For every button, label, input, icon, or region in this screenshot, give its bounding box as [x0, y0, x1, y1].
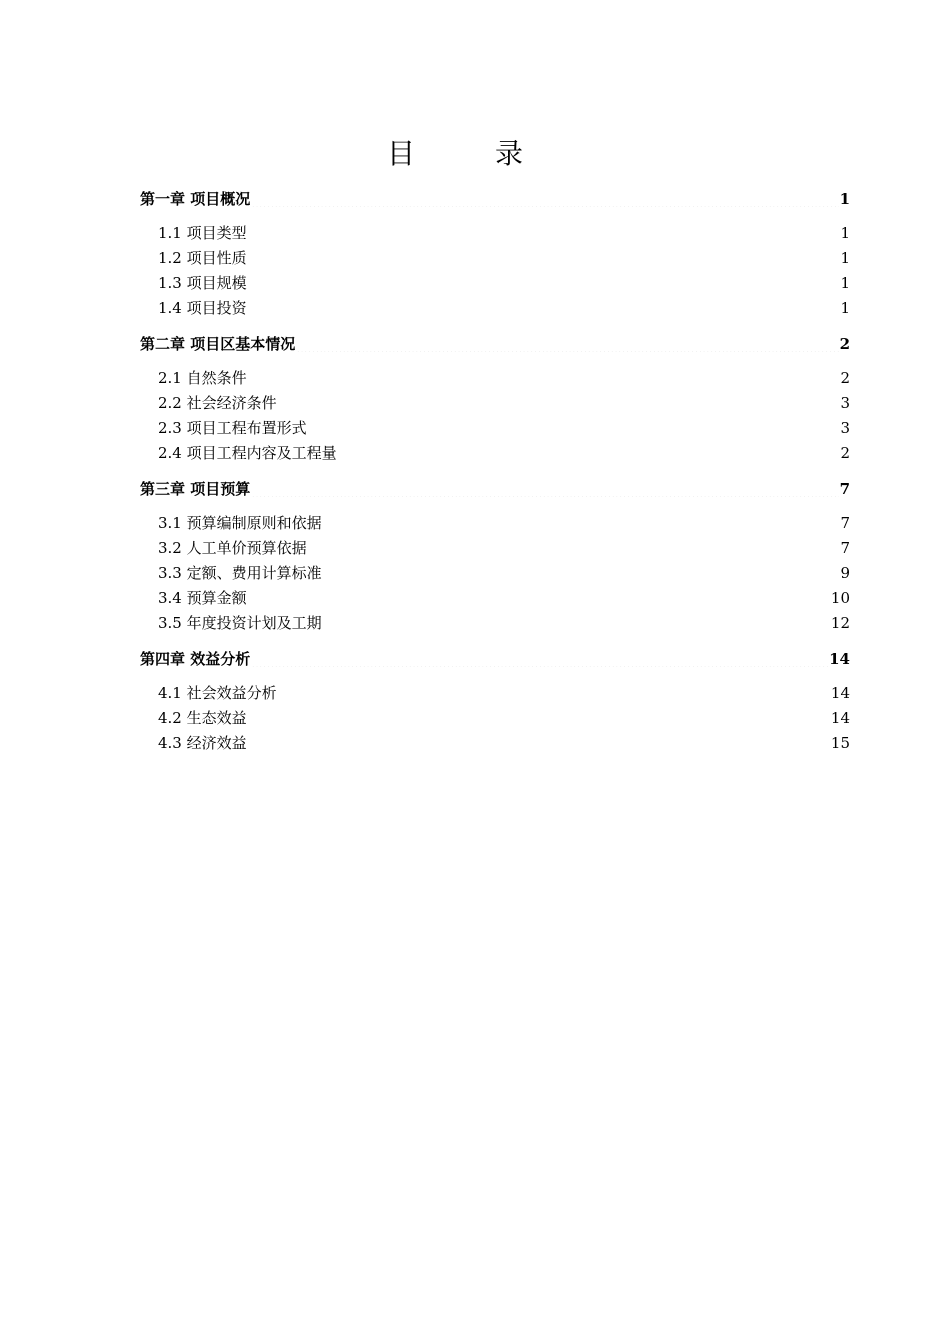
page-number: 2 [840, 444, 850, 462]
dot-leader [296, 337, 838, 352]
section-label: 2.3 项目工程布置形式 [158, 419, 307, 437]
table-of-contents [140, 186, 850, 756]
page-number: 14 [829, 650, 850, 668]
section-label: 4.3 经济效益 [158, 734, 247, 752]
page-number: 7 [839, 480, 850, 498]
dot-leader [251, 482, 838, 497]
page-number: 2 [840, 369, 850, 387]
toc-section-entry[interactable] [140, 561, 850, 586]
chapter-label: 第一章 项目概况 [140, 190, 251, 208]
toc-chapter-2 [140, 331, 850, 466]
section-label: 3.4 预算金额 [158, 589, 247, 607]
dot-leader [278, 685, 830, 700]
chapter-label: 第三章 项目预算 [140, 480, 251, 498]
dot-leader [278, 395, 840, 410]
section-label: 2.2 社会经济条件 [158, 394, 277, 412]
page-number: 1 [840, 249, 850, 267]
page-number: 1 [840, 274, 850, 292]
section-label: 1.2 项目性质 [158, 249, 247, 267]
section-label: 2.1 自然条件 [158, 369, 247, 387]
toc-section-entry[interactable] [140, 221, 850, 246]
page-number: 1 [839, 190, 850, 208]
toc-section-entry[interactable] [140, 366, 850, 391]
toc-section-entry[interactable] [140, 611, 850, 636]
toc-section-entry[interactable] [140, 441, 850, 466]
toc-section-entry[interactable] [140, 731, 850, 756]
page-number: 15 [830, 734, 850, 752]
toc-section-entry[interactable] [140, 296, 850, 321]
dot-leader [248, 300, 840, 315]
page-number: 12 [830, 614, 850, 632]
dot-leader [248, 710, 830, 725]
toc-section-entry[interactable] [140, 706, 850, 731]
dot-leader [248, 225, 840, 240]
toc-section-entry[interactable] [140, 586, 850, 611]
dot-leader [323, 615, 830, 630]
section-label: 3.3 定额、费用计算标准 [158, 564, 322, 582]
toc-section-entry[interactable] [140, 681, 850, 706]
dot-leader [248, 275, 840, 290]
toc-chapter-entry[interactable] [140, 476, 850, 503]
toc-section-entry[interactable] [140, 511, 850, 536]
section-label: 4.2 生态效益 [158, 709, 247, 727]
dot-leader [251, 192, 838, 207]
page-number: 10 [830, 589, 850, 607]
toc-section-entry[interactable] [140, 271, 850, 296]
section-label: 2.4 项目工程内容及工程量 [158, 444, 337, 462]
section-label: 3.5 年度投资计划及工期 [158, 614, 322, 632]
toc-section-entry[interactable] [140, 391, 850, 416]
dot-leader [248, 370, 840, 385]
page-number: 7 [840, 514, 850, 532]
dot-leader [323, 515, 840, 530]
dot-leader [248, 735, 830, 750]
dot-leader [248, 590, 830, 605]
section-label: 1.3 项目规模 [158, 274, 247, 292]
chapter-label: 第二章 项目区基本情况 [140, 335, 296, 353]
toc-chapter-entry[interactable] [140, 331, 850, 358]
page-number: 14 [830, 709, 850, 727]
page-number: 7 [840, 539, 850, 557]
toc-chapter-1 [140, 186, 850, 321]
toc-section-entry[interactable] [140, 416, 850, 441]
page-number: 2 [839, 335, 850, 353]
toc-chapter-4 [140, 646, 850, 756]
dot-leader [251, 652, 828, 667]
toc-section-entry[interactable] [140, 246, 850, 271]
toc-title: 目录 [386, 137, 603, 170]
page-number: 1 [840, 224, 850, 242]
section-label: 4.1 社会效益分析 [158, 684, 277, 702]
toc-chapter-entry[interactable] [140, 646, 850, 673]
toc-chapter-3 [140, 476, 850, 636]
dot-leader [308, 420, 840, 435]
page-number: 3 [840, 394, 850, 412]
chapter-label: 第四章 效益分析 [140, 650, 251, 668]
page-number: 14 [830, 684, 850, 702]
page-number: 1 [840, 299, 850, 317]
page-number: 3 [840, 419, 850, 437]
dot-leader [308, 540, 840, 555]
page-number: 9 [840, 564, 850, 582]
toc-chapter-entry[interactable] [140, 186, 850, 213]
section-label: 1.4 项目投资 [158, 299, 247, 317]
dot-leader [323, 565, 840, 580]
toc-section-entry[interactable] [140, 536, 850, 561]
dot-leader [248, 250, 840, 265]
section-label: 3.2 人工单价预算依据 [158, 539, 307, 557]
section-label: 1.1 项目类型 [158, 224, 247, 242]
dot-leader [338, 445, 840, 460]
section-label: 3.1 预算编制原则和依据 [158, 514, 322, 532]
